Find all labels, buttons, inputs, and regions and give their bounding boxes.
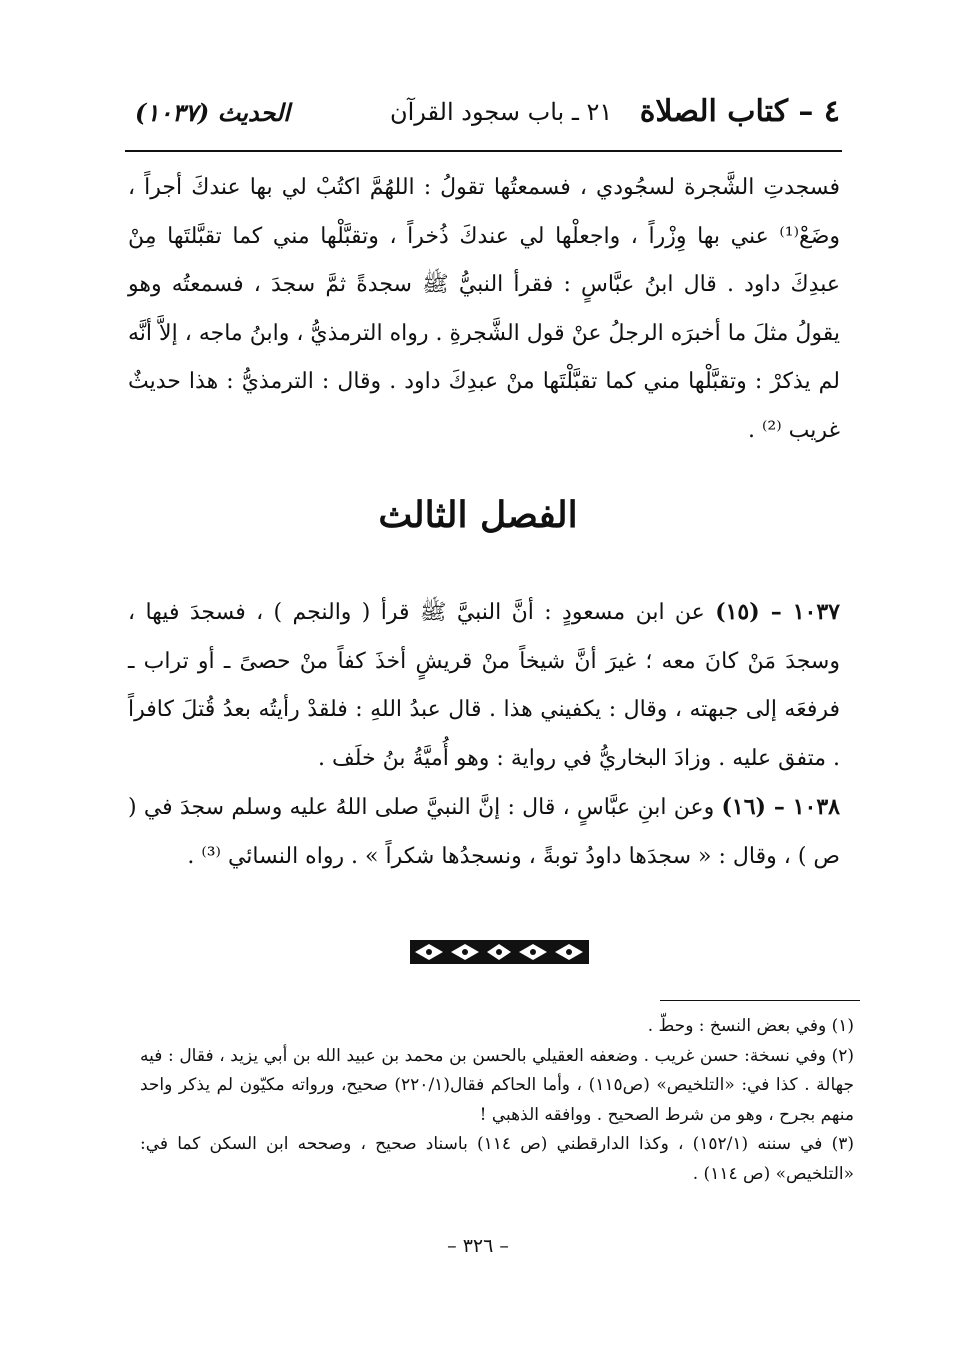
header-book-title: ٤ – كتاب الصلاة (639, 94, 840, 129)
footnote-1: (١) وفي بعض النسخ : وحطّ . (647, 1016, 854, 1036)
hadith-1037 (128, 588, 840, 783)
header-hadith-ref: الحديث (١٠٣٧) (135, 98, 290, 127)
decorative-divider-icon (409, 939, 590, 965)
hadith-1037-text: عن ابن مسعودٍ : أنَّ النبيَّ ﷺ قرأ ( والنجم ) ، فسجدَ فيها ، وسجدَ مَنْ كانَ معه ؛ غيرَ أنَّ شيخاً منْ قريشٍ أخذَ كفاً منْ حصىً ـ أو تراب ـ فرفعَه إلى جبهته ، وقال : يكفيني هذا . قال عبدُ اللهِ : فلقدْ رأيتُه بعدُ قُتلَ كافراً . متفق عليه . وزادَ البخاريُّ في رواية : وهو أُميَّةُ بنُ خلَف . (128, 600, 840, 771)
hadith-1037-number: ١٠٣٧ – (١٥) (715, 599, 840, 625)
section-one-paragraph: فسجدتِ الشَّجرة لسجُودي ، فسمعتُها تقولُ : اللهُمَّ اكتُبْ لي بها عندكَ أجراً ، وضَعْ⁽¹⁾ عني بها وِزْراً ، واجعلْها لي عندكَ ذُخراً ، وتقبَّلْها مني كما تقبَّلتَها مِنْ عبدِكَ داود . قال ابنُ عبَّاسٍ : فقرأ النبيُّ ﷺ سجدةً ثمَّ سجدَ ، فسمعتُه وهو يقولُ مثلَ ما أخبرَه الرجلُ عنْ قول الشَّجرةِ . رواه الترمذيُّ ، وابنُ ماجه ، إلاَّ أنَّه لم يذكرْ : وتقبَّلْها مني كما تقبَّلْتَها منْ عبدِكَ داود . وقال : الترمذيُّ : هذا حديثٌ غريب ⁽²⁾ . (128, 175, 840, 443)
page-number: – ٣٢٦ – (447, 1235, 509, 1257)
header-chapter-title: ٢١ ـ باب سجود القرآن (390, 98, 613, 126)
footnotes (140, 1012, 854, 1189)
header-divider (125, 150, 842, 152)
hadith-1038-text: وعن ابنِ عبَّاسٍ ، قال : إنَّ النبيَّ صلى اللهُ عليه وسلم سجدَ في ( ص ) ، وقال : « سجدَها داودُ توبةً ، ونسجدُها شكراً » . رواه النسائي ⁽³⁾ . (128, 795, 840, 869)
footnote-divider (660, 1000, 860, 1001)
footnote-3: (٣) في سننه (١٥٢/١) ، وكذا الدارقطني (ص ١١٤) باسناد صحيح ، وصححه ابن السكن كما في: «التلخيص» (ص ١١٤) . (140, 1134, 855, 1184)
hadith-1038 (128, 783, 840, 881)
running-header (125, 88, 840, 146)
hadith-1038-number: ١٠٣٨ – (١٦) (721, 794, 840, 820)
footnote-2: (٢) وفي نسخة: حسن غريب . وضعفه العقيلي بالحسن بن محمد بن عبيد الله بن أبي يزيد ، فقال : فيه جهالة . كذا في: «التلخيص» (ص١١٥) ، وأما الحاكم فقال(٢٢٠/١) صحيح، ورواته مكيّون لم يذكر واحد منهم بجرح ، وهو من شرط الصحيح . ووافقه الذهبي ! (140, 1045, 854, 1125)
section-one (128, 164, 840, 455)
section-two (128, 588, 840, 881)
chapter-title: الفصل الثالث (378, 494, 578, 536)
